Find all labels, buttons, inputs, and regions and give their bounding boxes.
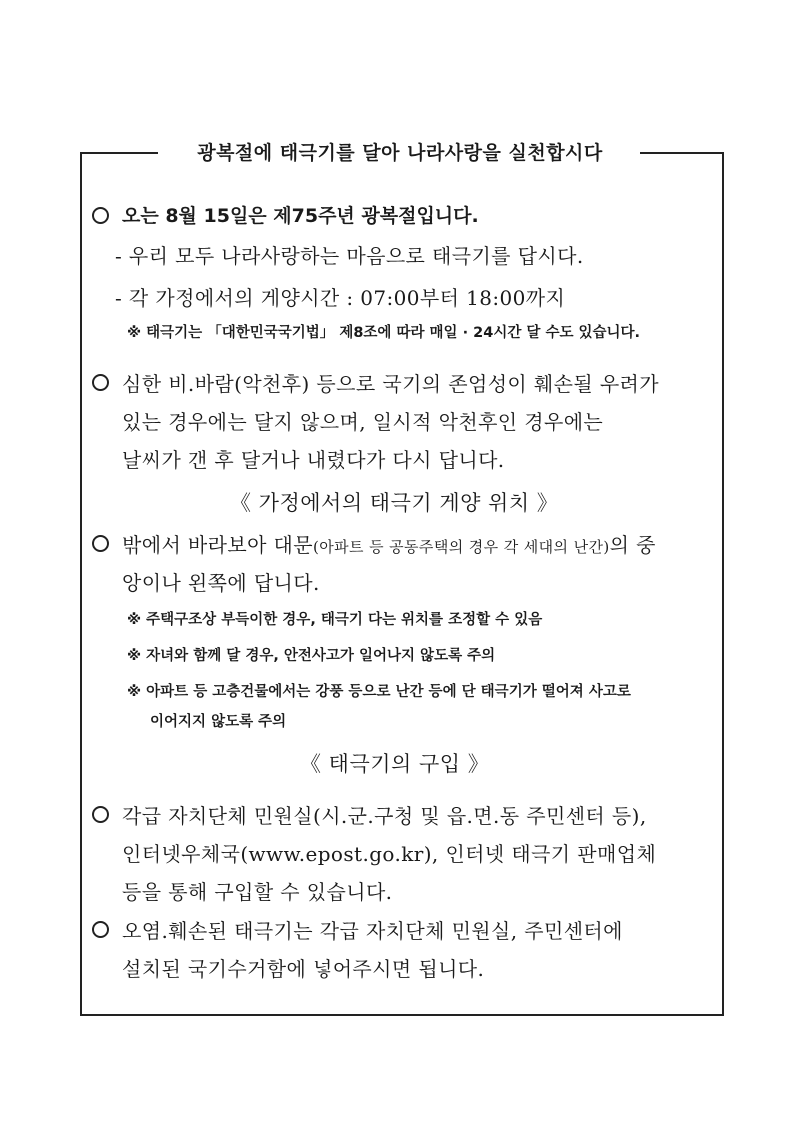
section3-line1-main: 밖에서 바라보아 대문 xyxy=(122,533,313,557)
section3-note2: ※ 자녀와 함께 달 경우, 안전사고가 일어나지 않도록 주의 xyxy=(127,648,496,664)
section3-note3-cont: 이어지지 않도록 주의 xyxy=(150,714,287,730)
section3-line1-paren: (아파트 등 공동주택의 경우 각 세대의 난간) xyxy=(313,538,610,556)
section2-line2: 있는 경우에는 달지 않으며, 일시적 악천후인 경우에는 xyxy=(122,410,604,434)
section1-sub1: - 우리 모두 나라사랑하는 마음으로 태극기를 답시다. xyxy=(115,244,584,268)
section3-heading: 《 가정에서의 태극기 게양 위치 》 xyxy=(230,491,559,515)
section1-headline: 오는 8월 15일은 제75주년 광복절입니다. xyxy=(122,205,479,227)
bullet-circle-icon xyxy=(92,921,109,938)
section4-line2: 인터넷우체국(www.epost.go.kr), 인터넷 태극기 판매업체 xyxy=(122,842,657,866)
bullet-circle-icon xyxy=(92,535,109,552)
section1-sub2: - 각 가정에서의 게양시간 : 07:00부터 18:00까지 xyxy=(115,286,566,310)
section4-line3: 등을 통해 구입할 수 있습니다. xyxy=(122,880,393,904)
notice-title: 광복절에 태극기를 달아 나라사랑을 실천합시다 xyxy=(197,142,603,164)
frame-top-rule-left xyxy=(80,152,158,154)
section5-line2: 설치된 국기수거함에 넣어주시면 됩니다. xyxy=(122,957,485,981)
section4-heading: 《 태극기의 구입 》 xyxy=(300,752,490,776)
section3-note1: ※ 주택구조상 부득이한 경우, 태극기 다는 위치를 조정할 수 있음 xyxy=(127,612,543,628)
section2-line1: 심한 비.바람(악천후) 등으로 국기의 존엄성이 훼손될 우려가 xyxy=(122,372,659,396)
section3-line2: 앙이나 왼쪽에 답니다. xyxy=(122,571,320,595)
section3-note3: ※ 아파트 등 고층건물에서는 강풍 등으로 난간 등에 단 태극기가 떨어져 사고로 xyxy=(127,684,631,700)
section3-line1 xyxy=(122,529,656,558)
bullet-circle-icon xyxy=(92,374,109,391)
section4-line1: 각급 자치단체 민원실(시.군.구청 및 읍.면.동 주민센터 등), xyxy=(122,804,647,828)
bullet-circle-icon xyxy=(92,207,109,224)
section2-line3: 날씨가 갠 후 달거나 내렸다가 다시 답니다. xyxy=(122,448,505,472)
bullet-circle-icon xyxy=(92,806,109,823)
section5-line1: 오염.훼손된 태극기는 각급 자치단체 민원실, 주민센터에 xyxy=(122,919,623,943)
section1-note: ※ 태극기는 「대한민국국기법」 제8조에 따라 매일 · 24시간 달 수도 있습니다. xyxy=(127,325,641,341)
frame-top-rule-right xyxy=(640,152,724,154)
section3-line1-end: 의 중 xyxy=(609,533,656,557)
